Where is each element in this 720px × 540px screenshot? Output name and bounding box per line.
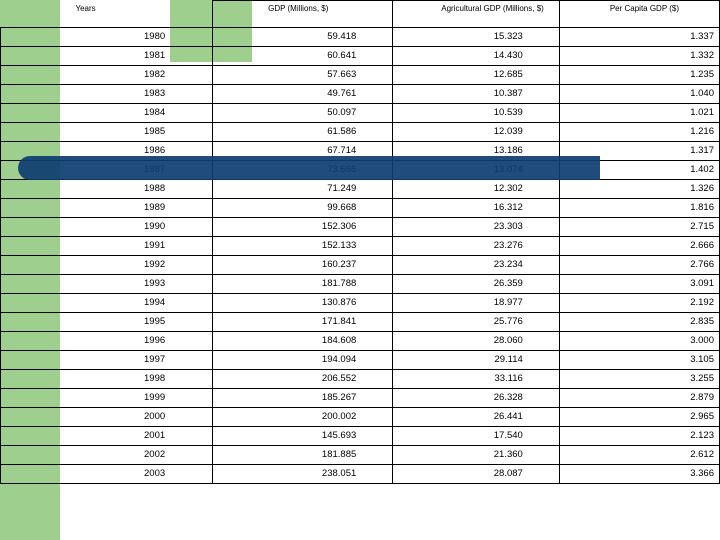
agricultural-gdp-cell	[393, 313, 560, 332]
agricultural-gdp-cell	[393, 256, 560, 275]
agricultural-gdp-cell	[393, 446, 560, 465]
per-capita-gdp-cell-text: 3.000	[690, 335, 714, 346]
table-row	[1, 351, 720, 370]
year-cell	[1, 66, 213, 85]
year-cell	[1, 104, 213, 123]
table-row	[1, 28, 720, 47]
year-cell-text: 1980	[144, 31, 166, 42]
agricultural-gdp-cell	[393, 389, 560, 408]
year-cell-text: 1993	[144, 278, 166, 289]
gdp-cell	[213, 28, 393, 47]
table-row	[1, 104, 720, 123]
per-capita-gdp-cell	[559, 332, 719, 351]
year-cell-text: 1988	[144, 183, 166, 194]
per-capita-gdp-cell-text: 2.965	[690, 411, 714, 422]
gdp-cell	[213, 104, 393, 123]
gdp-cell-text: 49.761	[327, 88, 357, 99]
agricultural-gdp-cell	[393, 332, 560, 351]
agricultural-gdp-cell	[393, 85, 560, 104]
gdp-cell	[213, 332, 393, 351]
per-capita-gdp-cell-text: 1.402	[690, 164, 714, 175]
year-cell-text: 1996	[144, 335, 166, 346]
gdp-cell	[213, 123, 393, 142]
year-cell-text: 1989	[144, 202, 166, 213]
gdp-cell-text: 152.306	[321, 221, 357, 232]
year-cell	[1, 313, 213, 332]
agricultural-gdp-cell-text: 29.114	[494, 354, 523, 365]
per-capita-gdp-cell-text: 1.317	[690, 145, 714, 156]
table-row	[1, 180, 720, 199]
per-capita-gdp-cell	[559, 446, 719, 465]
table-header-row	[1, 1, 720, 28]
agricultural-gdp-cell	[393, 408, 560, 427]
year-cell	[1, 389, 213, 408]
agricultural-gdp-cell	[393, 47, 560, 66]
table-row	[1, 275, 720, 294]
table-row	[1, 237, 720, 256]
agricultural-gdp-cell	[393, 237, 560, 256]
agricultural-gdp-cell	[393, 465, 560, 484]
year-cell-text: 2002	[144, 449, 166, 460]
per-capita-gdp-cell	[559, 199, 719, 218]
agricultural-gdp-cell-text: 12.039	[493, 126, 523, 137]
gdp-cell-text: 61.586	[327, 126, 357, 137]
per-capita-gdp-cell	[559, 256, 719, 275]
per-capita-gdp-cell-text: 1.040	[690, 88, 714, 99]
gdp-cell	[213, 427, 393, 446]
agricultural-gdp-cell	[393, 123, 560, 142]
gdp-cell	[213, 218, 393, 237]
table-row	[1, 427, 720, 446]
per-capita-gdp-cell-text: 3.366	[690, 468, 714, 479]
table-row	[1, 218, 720, 237]
gdp-cell-text: 238.051	[321, 468, 357, 479]
agricultural-gdp-cell-text: 10.387	[493, 88, 523, 99]
per-capita-gdp-cell	[559, 427, 719, 446]
table-row	[1, 313, 720, 332]
gdp-cell	[213, 66, 393, 85]
agricultural-gdp-cell-text: 23.276	[493, 240, 523, 251]
year-cell-text: 1994	[144, 297, 166, 308]
gdp-cell	[213, 47, 393, 66]
gdp-cell	[213, 237, 393, 256]
year-cell-text: 1992	[144, 259, 166, 270]
agricultural-gdp-cell	[393, 180, 560, 199]
agricultural-gdp-cell-text: 13.186	[493, 145, 523, 156]
year-cell	[1, 218, 213, 237]
agricultural-gdp-cell	[393, 66, 560, 85]
agricultural-gdp-cell	[393, 370, 560, 389]
year-cell	[1, 294, 213, 313]
gdp-cell-text: 145.693	[321, 430, 357, 441]
gdp-cell-text: 194.094	[321, 354, 357, 365]
per-capita-gdp-cell	[559, 237, 719, 256]
per-capita-gdp-cell-text: 1.235	[690, 69, 714, 80]
agricultural-gdp-cell-text: 12.685	[493, 69, 523, 80]
per-capita-gdp-cell-text: 2.666	[690, 240, 714, 251]
year-cell	[1, 446, 213, 465]
gdp-cell	[213, 294, 393, 313]
table-row	[1, 408, 720, 427]
per-capita-gdp-cell-text: 2.715	[690, 221, 714, 232]
per-capita-gdp-cell	[559, 123, 719, 142]
table-row	[1, 465, 720, 484]
gdp-cell-text: 60.641	[327, 50, 357, 61]
gdp-cell-text: 50.097	[327, 107, 357, 118]
year-cell-text: 2000	[144, 411, 166, 422]
per-capita-gdp-cell	[559, 313, 719, 332]
table-row	[1, 446, 720, 465]
per-capita-gdp-cell	[559, 275, 719, 294]
year-cell	[1, 351, 213, 370]
year-cell-text: 2001	[144, 430, 166, 441]
agricultural-gdp-cell-text: 21.360	[493, 449, 523, 460]
year-cell-text: 1995	[144, 316, 166, 327]
year-cell	[1, 47, 213, 66]
per-capita-gdp-cell-text: 1.816	[690, 202, 714, 213]
gdp-cell-text: 185.267	[321, 392, 357, 403]
agricultural-gdp-cell-text: 26.441	[493, 411, 523, 422]
year-cell	[1, 199, 213, 218]
year-cell	[1, 427, 213, 446]
agricultural-gdp-cell	[393, 351, 560, 370]
table-row	[1, 389, 720, 408]
per-capita-gdp-cell-text: 2.879	[690, 392, 714, 403]
table-row	[1, 332, 720, 351]
header-per-capita-gdp: Per Capita GDP ($)	[559, 1, 719, 28]
gdp-cell-text: 184.608	[321, 335, 357, 346]
agricultural-gdp-cell-text: 25.776	[493, 316, 523, 327]
gdp-cell	[213, 256, 393, 275]
year-cell	[1, 256, 213, 275]
agricultural-gdp-cell-text: 26.359	[493, 278, 523, 289]
agricultural-gdp-cell	[393, 28, 560, 47]
agricultural-gdp-cell	[393, 104, 560, 123]
agricultural-gdp-cell-text: 10.539	[493, 107, 523, 118]
gdp-cell	[213, 85, 393, 104]
per-capita-gdp-cell	[559, 180, 719, 199]
year-cell	[1, 123, 213, 142]
gdp-cell-text: 160.237	[321, 259, 357, 270]
gdp-cell-text: 67.714	[327, 145, 357, 156]
year-cell-text: 1985	[144, 126, 166, 137]
year-cell-text: 1999	[144, 392, 166, 403]
per-capita-gdp-cell-text: 2.835	[690, 316, 714, 327]
per-capita-gdp-cell-text: 1.326	[690, 183, 714, 194]
year-cell	[1, 180, 213, 199]
gdp-cell	[213, 275, 393, 294]
gdp-cell-text: 152.133	[321, 240, 357, 251]
per-capita-gdp-cell	[559, 370, 719, 389]
table-row	[1, 85, 720, 104]
header-years: Years	[1, 1, 213, 28]
per-capita-gdp-cell	[559, 66, 719, 85]
per-capita-gdp-cell	[559, 294, 719, 313]
per-capita-gdp-cell-text: 2.123	[690, 430, 714, 441]
per-capita-gdp-cell	[559, 465, 719, 484]
table-row	[1, 370, 720, 389]
per-capita-gdp-cell	[559, 408, 719, 427]
year-cell-text: 1998	[144, 373, 166, 384]
header-agricultural-gdp: Agricultural GDP (Millions, $)	[393, 1, 560, 28]
per-capita-gdp-cell-text: 2.766	[690, 259, 714, 270]
year-cell-text: 1983	[144, 88, 166, 99]
gdp-cell-text: 59.418	[327, 31, 357, 42]
year-cell	[1, 408, 213, 427]
agricultural-gdp-cell	[393, 427, 560, 446]
agricultural-gdp-cell-text: 18.977	[493, 297, 523, 308]
agricultural-gdp-cell	[393, 199, 560, 218]
per-capita-gdp-cell-text: 2.192	[690, 297, 714, 308]
year-cell-text: 1981	[144, 50, 166, 61]
table-row	[1, 47, 720, 66]
table-row	[1, 66, 720, 85]
table-row	[1, 199, 720, 218]
gdp-cell	[213, 199, 393, 218]
gdp-cell-text: 99.668	[327, 202, 357, 213]
per-capita-gdp-cell	[559, 218, 719, 237]
per-capita-gdp-cell-text: 3.091	[690, 278, 714, 289]
agricultural-gdp-cell-text: 17.540	[493, 430, 523, 441]
row-highlight-bar	[18, 156, 600, 180]
agricultural-gdp-cell-text: 23.234	[493, 259, 523, 270]
gdp-cell-text: 130.876	[321, 297, 357, 308]
gdp-cell-text: 57.663	[327, 69, 357, 80]
table-body	[1, 28, 720, 484]
per-capita-gdp-cell	[559, 47, 719, 66]
year-cell	[1, 28, 213, 47]
year-cell-text: 2003	[144, 468, 166, 479]
gdp-cell-text: 200.002	[321, 411, 357, 422]
table-row	[1, 294, 720, 313]
gdp-cell	[213, 465, 393, 484]
agricultural-gdp-cell-text: 33.116	[494, 373, 523, 384]
gdp-cell	[213, 446, 393, 465]
year-cell-text: 1982	[144, 69, 166, 80]
per-capita-gdp-cell-text: 1.332	[690, 50, 714, 61]
per-capita-gdp-cell-text: 2.612	[690, 449, 714, 460]
per-capita-gdp-cell-text: 1.337	[690, 31, 714, 42]
per-capita-gdp-cell	[559, 85, 719, 104]
year-cell	[1, 465, 213, 484]
agricultural-gdp-cell	[393, 218, 560, 237]
gdp-cell	[213, 351, 393, 370]
per-capita-gdp-cell-text: 3.105	[690, 354, 714, 365]
agricultural-gdp-cell-text: 23.303	[493, 221, 523, 232]
year-cell	[1, 275, 213, 294]
table-row	[1, 123, 720, 142]
gdp-cell	[213, 408, 393, 427]
year-cell-text: 1990	[144, 221, 166, 232]
agricultural-gdp-cell-text: 15.323	[493, 31, 523, 42]
year-cell	[1, 332, 213, 351]
gdp-cell-text: 181.885	[321, 449, 357, 460]
per-capita-gdp-cell	[559, 104, 719, 123]
year-cell-text: 1997	[144, 354, 166, 365]
gdp-cell-text: 171.841	[321, 316, 357, 327]
gdp-cell	[213, 370, 393, 389]
header-gdp: GDP (Millions, $)	[213, 1, 393, 28]
agricultural-gdp-cell-text: 28.087	[493, 468, 523, 479]
agricultural-gdp-cell-text: 26.328	[493, 392, 523, 403]
per-capita-gdp-cell	[559, 351, 719, 370]
gdp-cell	[213, 389, 393, 408]
year-cell	[1, 237, 213, 256]
year-cell-text: 1991	[144, 240, 166, 251]
table-row	[1, 256, 720, 275]
gdp-cell-text: 71.249	[327, 183, 357, 194]
agricultural-gdp-cell-text: 16.312	[493, 202, 523, 213]
year-cell-text: 1986	[144, 145, 166, 156]
agricultural-gdp-cell-text: 28.060	[493, 335, 523, 346]
agricultural-gdp-cell	[393, 294, 560, 313]
per-capita-gdp-cell-text: 1.216	[690, 126, 714, 137]
gdp-cell-text: 181.788	[321, 278, 357, 289]
year-cell	[1, 370, 213, 389]
agricultural-gdp-cell-text: 14.430	[493, 50, 523, 61]
gdp-cell	[213, 180, 393, 199]
gdp-cell-text: 206.552	[321, 373, 357, 384]
agricultural-gdp-cell	[393, 275, 560, 294]
per-capita-gdp-cell	[559, 389, 719, 408]
year-cell-text: 1984	[144, 107, 166, 118]
gdp-cell	[213, 313, 393, 332]
per-capita-gdp-cell-text: 1.021	[690, 107, 714, 118]
per-capita-gdp-cell	[559, 28, 719, 47]
agricultural-gdp-cell-text: 12.302	[493, 183, 523, 194]
per-capita-gdp-cell-text: 3.255	[690, 373, 714, 384]
year-cell	[1, 85, 213, 104]
